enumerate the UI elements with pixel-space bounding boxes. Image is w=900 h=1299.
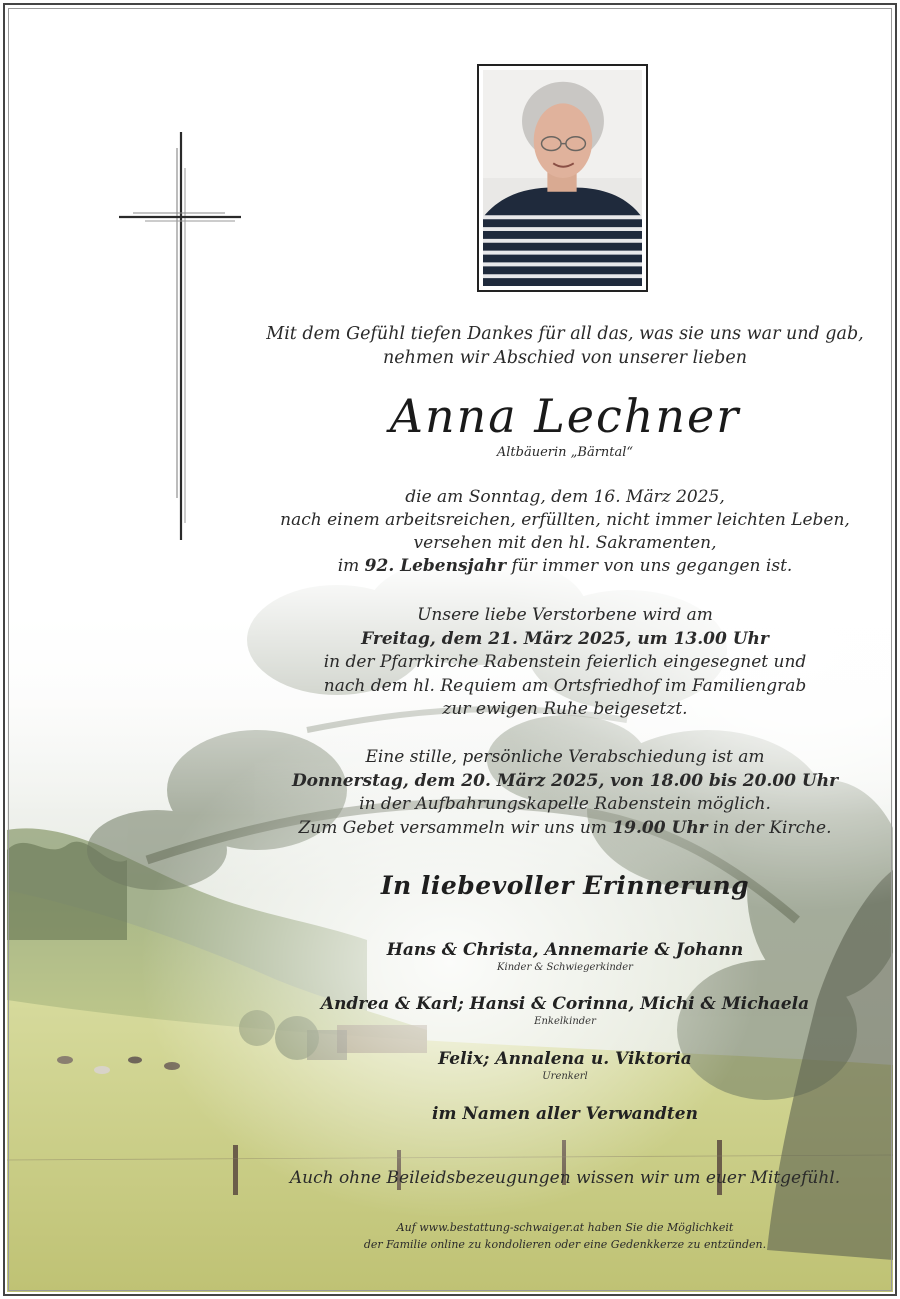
thanks-text: Auch ohne Beileidsbezeugungen wissen wir um euer Mitgefühl. — [289, 1168, 841, 1188]
farewell-line: Zum Gebet versammeln wir uns um 19.00 Uhr in der Kirche. — [298, 817, 832, 838]
funeral-line: nach dem hl. Requiem am Ortsfriedhof im Familiengrab — [323, 675, 807, 696]
farewell-line: in der Aufbahrungskapelle Rabenstein möglich. — [359, 794, 771, 814]
farewell-line: Eine stille, persönliche Verabschiedung ist am — [365, 747, 765, 767]
funeral-details — [250, 604, 880, 722]
intro-line: nehmen wir Abschied von unserer lieben — [383, 348, 747, 368]
mourner-relation: Urenkerl — [542, 1071, 588, 1082]
intro-text — [250, 322, 880, 370]
funeral-line: zur ewigen Ruhe beigesetzt. — [442, 699, 688, 719]
death-line: im 92. Lebensjahr für immer von uns gegangen ist. — [337, 556, 793, 576]
deceased-title: Altbäuerin „Bärntal“ — [496, 445, 634, 460]
mourner-group — [250, 939, 880, 975]
mourner-relation: Enkelkinder — [534, 1016, 596, 1027]
farewell-details — [250, 746, 880, 840]
website-line: Auf www.bestattung-schwaiger.at haben Sie die Möglichkeit — [396, 1221, 734, 1234]
cross-icon — [115, 128, 245, 548]
death-line: nach einem arbeitsreichen, erfüllten, nicht immer leichten Leben, — [280, 510, 850, 530]
death-line: die am Sonntag, dem 16. März 2025, — [405, 487, 725, 507]
portrait-photo — [477, 64, 648, 292]
mourner-group — [250, 993, 880, 1029]
funeral-line: in der Pfarrkirche Rabenstein feierlich eingesegnet und — [323, 652, 807, 672]
mourner-group — [250, 1048, 880, 1084]
deceased-name: Anna Lechner — [389, 389, 741, 443]
death-notice — [250, 486, 880, 578]
mourner-names: Felix; Annalena u. Viktoria — [438, 1049, 692, 1069]
funeral-date: Freitag, dem 21. März 2025, um 13.00 Uhr — [361, 628, 769, 649]
farewell-date: Donnerstag, dem 20. März 2025, von 18.00 bis 20.00 Uhr — [291, 770, 839, 791]
intro-line: Mit dem Gefühl tiefen Dankes für all das, was sie uns war und gab, — [266, 324, 864, 344]
memory-heading: In liebevoller Erinnerung — [380, 871, 750, 900]
mourner-relation: Kinder & Schwiegerkinder — [497, 962, 633, 973]
funeral-line: Unsere liebe Verstorbene wird am — [417, 605, 713, 625]
mourner-names: Andrea & Karl; Hansi & Corinna, Michi & Michaela — [320, 994, 810, 1014]
closing-family: im Namen aller Verwandten — [432, 1104, 698, 1124]
website-line: der Familie online zu kondolieren oder eine Gedenkkerze zu entzünden. — [363, 1238, 767, 1251]
website-note — [250, 1219, 880, 1253]
age-emphasis: 92. Lebensjahr — [364, 556, 507, 576]
death-line: versehen mit den hl. Sakramenten, — [413, 533, 717, 553]
mourner-names: Hans & Christa, Annemarie & Johann — [386, 940, 744, 960]
